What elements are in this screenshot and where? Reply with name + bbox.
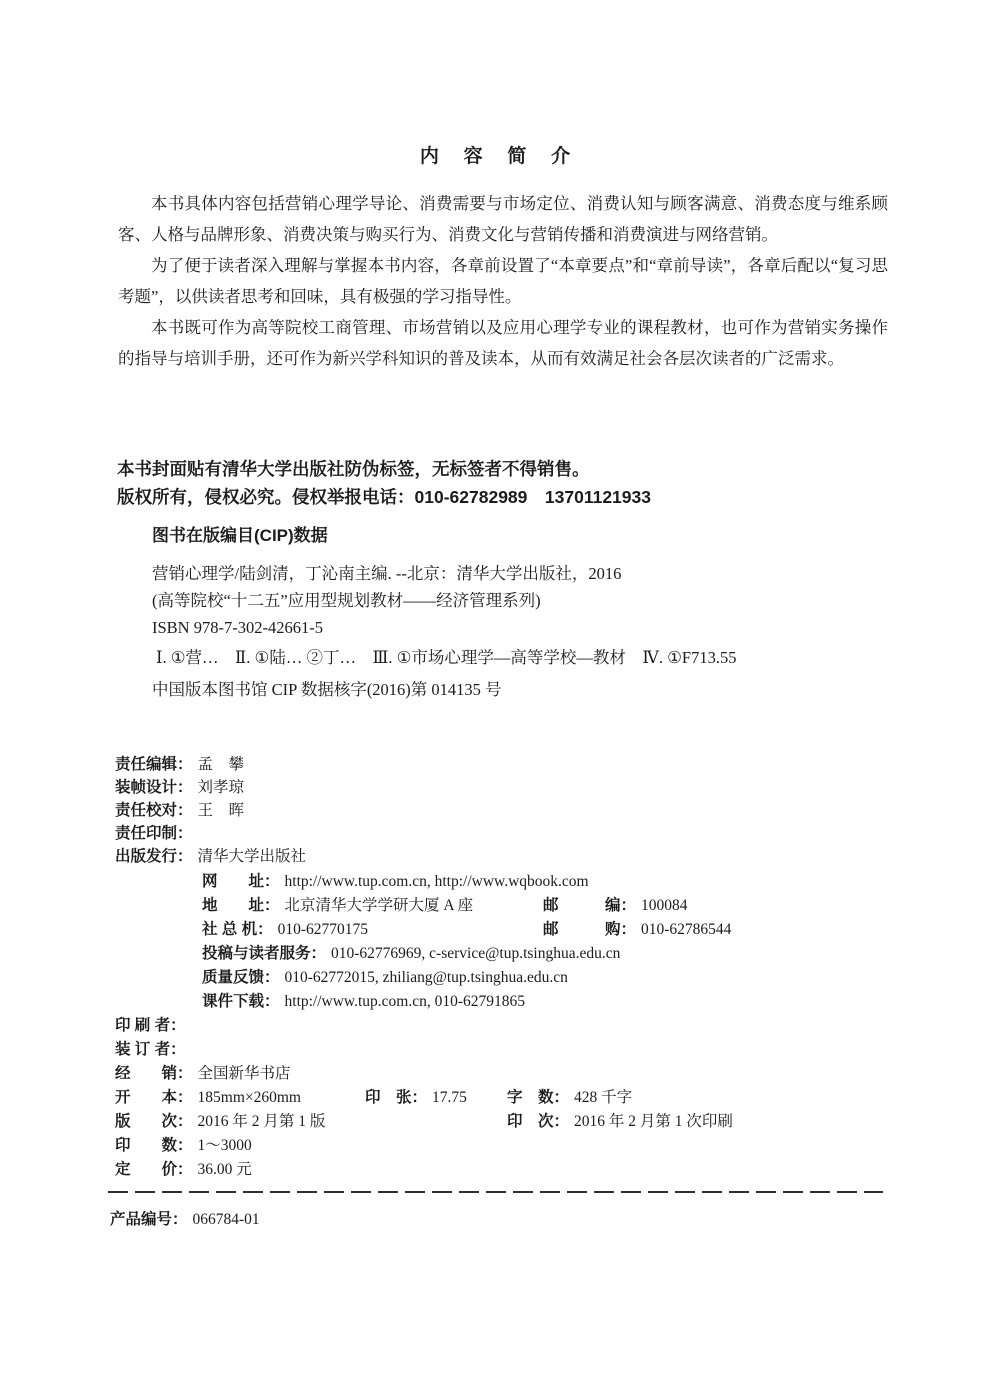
print-value: 185mm×260mm <box>197 1089 301 1106</box>
contact-value: 100084 <box>641 897 688 914</box>
contact-label: 质量反馈： <box>202 969 280 986</box>
print-col3 <box>507 1086 632 1110</box>
contact-row <box>202 894 1000 918</box>
cip-series-line: (高等院校“十二五”应用型规划教材——经济管理系列) <box>152 591 541 610</box>
product-number <box>110 1209 1000 1231</box>
staff-row <box>115 822 1000 845</box>
print-col3 <box>507 1110 733 1134</box>
product-number-label: 产品编号： <box>110 1211 188 1228</box>
staff-label: 责任校对： <box>115 802 193 819</box>
contact-value: 010-62772015, zhiliang@tup.tsinghua.edu.cn <box>284 969 568 986</box>
print-label: 版 次： <box>115 1113 193 1130</box>
contact-value: 010-62786544 <box>641 921 732 938</box>
print-row <box>115 1086 1000 1110</box>
print-row <box>115 1110 1000 1134</box>
contact-value: 010-62776969, c-service@tup.tsinghua.edu.cn <box>331 945 621 962</box>
print-row <box>115 1158 1000 1182</box>
print-row <box>115 1062 1000 1086</box>
intro-paragraph: 本书具体内容包括营销心理学导论、消费需要与市场定位、消费认知与顾客满意、消费态度与维系顾客、人格与品牌形象、消费决策与购买行为、消费文化与营销传播和消费演进与网络营销。 <box>118 194 888 244</box>
print-info-block <box>115 1014 1000 1182</box>
print-value: 36.00 元 <box>197 1161 252 1178</box>
intro-section <box>0 188 1000 374</box>
contact-label: 投稿与读者服务： <box>202 945 327 962</box>
print-label: 定 价： <box>115 1161 193 1178</box>
contact-row <box>202 966 1000 990</box>
print-label: 印 次： <box>507 1113 570 1130</box>
cip-block <box>152 560 1000 703</box>
product-number-value: 066784-01 <box>192 1211 260 1228</box>
cip-registry: 中国版本图书馆 CIP 数据核字(2016)第 014135 号 <box>152 680 502 699</box>
print-value: 全国新华书店 <box>197 1065 291 1082</box>
staff-value: 清华大学出版社 <box>197 848 307 865</box>
intro-paragraph: 为了便于读者深入理解与掌握本书内容，各章前设置了“本章要点”和“章前导读”，各章后配以“复习思考题”，以供读者思考和回味，具有极强的学习指导性。 <box>118 256 888 306</box>
cip-isbn: ISBN 978-7-302-42661-5 <box>152 618 323 637</box>
print-label: 印 数： <box>115 1137 193 1154</box>
contact-value: 北京清华大学学研大厦 A 座 <box>284 897 474 914</box>
print-row <box>115 1038 1000 1062</box>
print-value: 1～3000 <box>197 1137 252 1154</box>
cip-entry-line: 营销心理学/陆剑清，丁沁南主编. --北京：清华大学出版社，2016 <box>152 564 622 583</box>
contact-label: 邮 编： <box>543 897 637 914</box>
staff-label: 出版发行： <box>115 848 193 865</box>
page-title: 内 容 简 介 <box>419 146 581 167</box>
contact-label: 邮 购： <box>543 921 637 938</box>
print-label: 字 数： <box>507 1089 570 1106</box>
print-row <box>115 1134 1000 1158</box>
contact-label: 网 址： <box>202 873 280 890</box>
staff-block <box>115 753 1000 868</box>
copyright-line: 版权所有，侵权必究。侵权举报电话：010-62782989 13701121933 <box>117 487 651 507</box>
intro-paragraph: 本书既可作为高等院校工商管理、市场营销以及应用心理学专业的课程教材，也可作为营销实务操作的指导与培训手册，还可作为新兴学科知识的普及读本，从而有效满足社会各层次读者的广泛需求。 <box>118 318 888 368</box>
contact-col2 <box>543 918 731 942</box>
contact-label: 地 址： <box>202 897 280 914</box>
print-value: 17.75 <box>432 1089 467 1106</box>
contact-row <box>202 870 1000 894</box>
staff-value: 孟 攀 <box>197 756 245 773</box>
anti-piracy-line: 本书封面贴有清华大学出版社防伪标签，无标签者不得销售。 <box>117 459 590 479</box>
staff-row <box>115 753 1000 776</box>
print-row <box>115 1014 1000 1038</box>
contact-row <box>202 942 1000 966</box>
print-label: 印 刷 者： <box>115 1017 186 1034</box>
contact-label: 社 总 机： <box>202 921 273 938</box>
print-label: 开 本： <box>115 1089 193 1106</box>
contact-label: 课件下载： <box>202 993 280 1010</box>
staff-label: 装帧设计： <box>115 779 193 796</box>
cip-heading: 图书在版编目(CIP)数据 <box>152 526 328 545</box>
staff-row <box>115 776 1000 799</box>
print-col2 <box>365 1086 467 1110</box>
staff-label: 责任印制： <box>115 825 193 842</box>
staff-value: 王 晖 <box>197 802 245 819</box>
publisher-contact-block <box>202 870 1000 1014</box>
piracy-notice <box>117 455 1000 511</box>
contact-row <box>202 918 1000 942</box>
staff-label: 责任编辑： <box>115 756 193 773</box>
contact-value: http://www.tup.com.cn, 010-62791865 <box>284 993 526 1010</box>
print-value: 2016 年 2 月第 1 次印刷 <box>574 1113 733 1130</box>
contact-value: http://www.tup.com.cn, http://www.wqbook.com <box>284 873 589 890</box>
print-value: 2016 年 2 月第 1 版 <box>197 1113 326 1130</box>
contact-value: 010-62770175 <box>277 921 369 938</box>
contact-col2 <box>543 894 688 918</box>
staff-row <box>115 845 1000 868</box>
contact-row <box>202 990 1000 1014</box>
dashed-divider <box>108 1191 883 1193</box>
print-label: 印 张： <box>365 1089 428 1106</box>
cip-classification: Ⅰ. ①营… Ⅱ. ①陆… ②丁… Ⅲ. ①市场心理学—高等学校—教材 Ⅳ. ①F713.55 <box>156 648 737 667</box>
print-label: 经 销： <box>115 1065 193 1082</box>
staff-row <box>115 799 1000 822</box>
print-value: 428 千字 <box>574 1089 633 1106</box>
print-label: 装 订 者： <box>115 1041 186 1058</box>
staff-value: 刘孝琼 <box>197 779 245 796</box>
